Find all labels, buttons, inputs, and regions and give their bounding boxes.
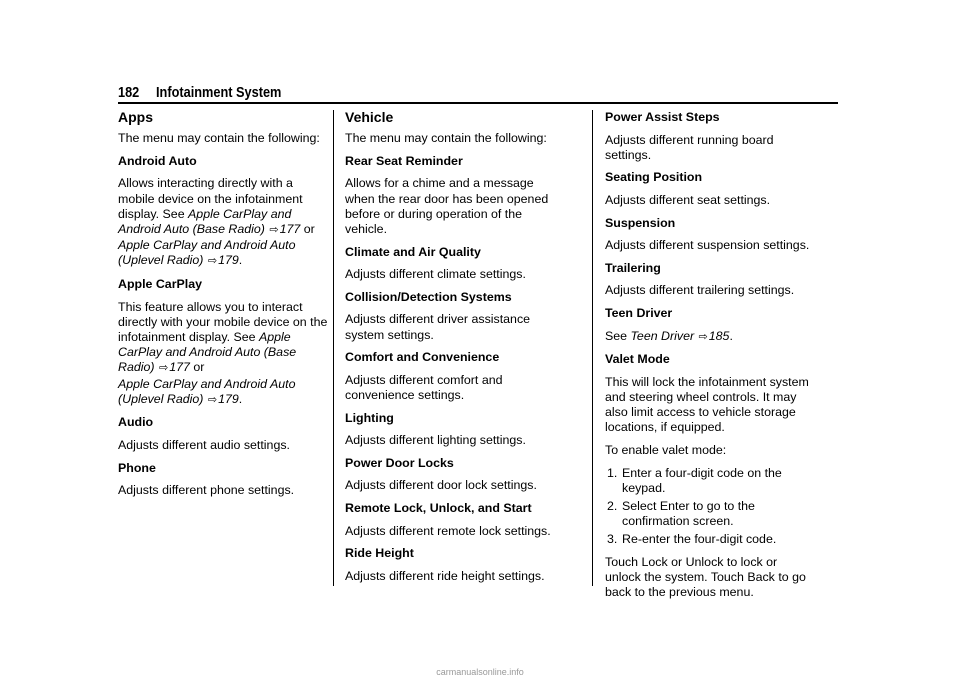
phone-heading: Phone [118,460,156,475]
apple-ref2-link[interactable]: Apple CarPlay and Android Auto (Uplevel Radio) [118,376,296,406]
page-number: 182 [118,84,140,101]
teen-see: See [605,328,628,343]
audio-heading: Audio [118,415,154,430]
valet-intro: To enable valet mode: [605,442,727,457]
column-vehicle-continued [605,110,815,608]
column-divider [592,110,593,586]
android-auto-heading: Android Auto [118,153,197,168]
item-heading: Remote Lock, Unlock, and Start [345,500,532,515]
android-ref1-page[interactable]: 177 [279,222,301,236]
android-or: or [303,222,315,236]
item-heading: Power Door Locks [345,455,454,470]
item-text: Adjusts different seat settings. [605,192,771,207]
column-divider [333,110,334,586]
ref-arrow-icon: ⇨ [269,224,279,236]
apps-intro: The menu may contain the following: [118,131,320,146]
item-text: Adjusts different driver assistance system settings. [345,312,531,342]
valet-steps-list [605,466,815,548]
teen-driver-link[interactable]: Teen Driver [630,328,695,343]
item-text: Adjusts different comfort and convenience settings. [345,372,503,402]
item-text: Adjusts different lighting settings. [345,433,526,448]
item-heading: Comfort and Convenience [345,350,500,365]
item-heading: Seating Position [605,170,703,185]
valet-mode-heading: Valet Mode [605,352,670,367]
apple-carplay-desc: This feature allows you to interact directly with your mobile device on the infotainment display. See [118,299,328,344]
item-heading: Collision/Detection Systems [345,289,512,304]
apple-or: or [193,360,205,375]
column-vehicle [345,110,555,591]
item-heading: Power Assist Steps [605,110,720,124]
item-text: Adjusts different suspension settings. [605,238,810,253]
apple-ref1-page[interactable]: 177 [169,360,190,375]
audio-text: Adjusts different audio settings. [118,438,290,452]
section-title: Infotainment System [156,84,282,101]
step-text: Re-enter the four-digit code. [622,532,777,547]
android-auto-text: Allows interacting directly with a mobile device on the infotainment display. See Apple CarPlay and Android Auto (Base Radio) ⇨177 or Apple CarPlay and Android Auto (Uplevel Radio) ⇨179. [118,176,315,268]
android-ref1-link[interactable]: Apple CarPlay and Android Auto (Base Radio) [118,206,292,236]
item-heading: Rear Seat Reminder [345,153,463,168]
item-heading: Ride Height [345,546,414,561]
column-apps [118,110,328,506]
page-header [118,84,838,104]
step-text: Select Enter to go to the confirmation screen. [622,498,755,529]
teen-driver-page[interactable]: 185 [708,328,730,343]
item-text: Allows for a chime and a message when the rear door has been opened before or during operation of the vehicle. [345,176,549,236]
watermark: carmanualsonline.info [436,667,524,677]
vehicle-intro: The menu may contain the following: [345,131,547,146]
header-rule [118,102,838,104]
apple-carplay-text: This feature allows you to interact directly with your mobile device on the infotainment display. See Apple CarPlay and Android Auto (Base Radio) ⇨177 or Apple CarPlay and Android Auto (Uplevel Radio) ⇨179. [118,299,328,406]
item-text: Adjusts different climate settings. [345,267,526,282]
item-text: Adjusts different trailering settings. [605,283,795,298]
apple-ref1-link[interactable]: Apple CarPlay and Android Auto (Base Radio) [118,330,297,375]
step-number: 1. [607,465,618,480]
teen-driver-heading: Teen Driver [605,305,673,320]
ref-arrow-icon: ⇨ [158,362,169,375]
android-auto-desc: Allows interacting directly with a mobile device on the infotainment display. See [118,176,303,221]
step-text: Enter a four-digit code on the keypad. [622,465,782,495]
teen-driver-text: See Teen Driver ⇨185. [605,328,733,343]
list-item [605,532,815,547]
apps-heading: Apps [118,109,153,125]
step-number: 3. [607,532,618,547]
item-text: Adjusts different door lock settings. [345,478,537,493]
item-heading: Trailering [605,260,661,275]
list-item [605,499,815,529]
ref-arrow-icon: ⇨ [207,255,218,268]
apple-carplay-heading: Apple CarPlay [118,277,203,291]
item-heading: Suspension [605,215,676,230]
item-text: Adjusts different ride height settings. [345,568,545,583]
list-item [605,466,815,496]
phone-text: Adjusts different phone settings. [118,483,295,498]
ref-arrow-icon: ⇨ [698,330,708,343]
apple-ref2-page[interactable]: 179 [218,391,239,406]
ref-arrow-icon: ⇨ [207,393,218,406]
android-ref2-link[interactable]: Apple CarPlay and Android Auto (Uplevel Radio) [118,238,296,268]
vehicle-heading: Vehicle [345,109,394,125]
valet-mode-text: This will lock the infotainment system and steering wheel controls. It may also limit access to vehicle storage locations, if equipped. [605,374,809,435]
item-heading: Lighting [345,410,394,425]
item-text: Adjusts different remote lock settings. [345,523,551,538]
item-heading: Climate and Air Quality [345,244,481,259]
step-number: 2. [607,498,618,513]
valet-closing-text: Touch Lock or Unlock to lock or unlock the system. Touch Back to go back to the previous menu. [605,554,806,600]
item-text: Adjusts different running board settings. [605,132,774,162]
android-ref2-page[interactable]: 179 [218,253,239,268]
